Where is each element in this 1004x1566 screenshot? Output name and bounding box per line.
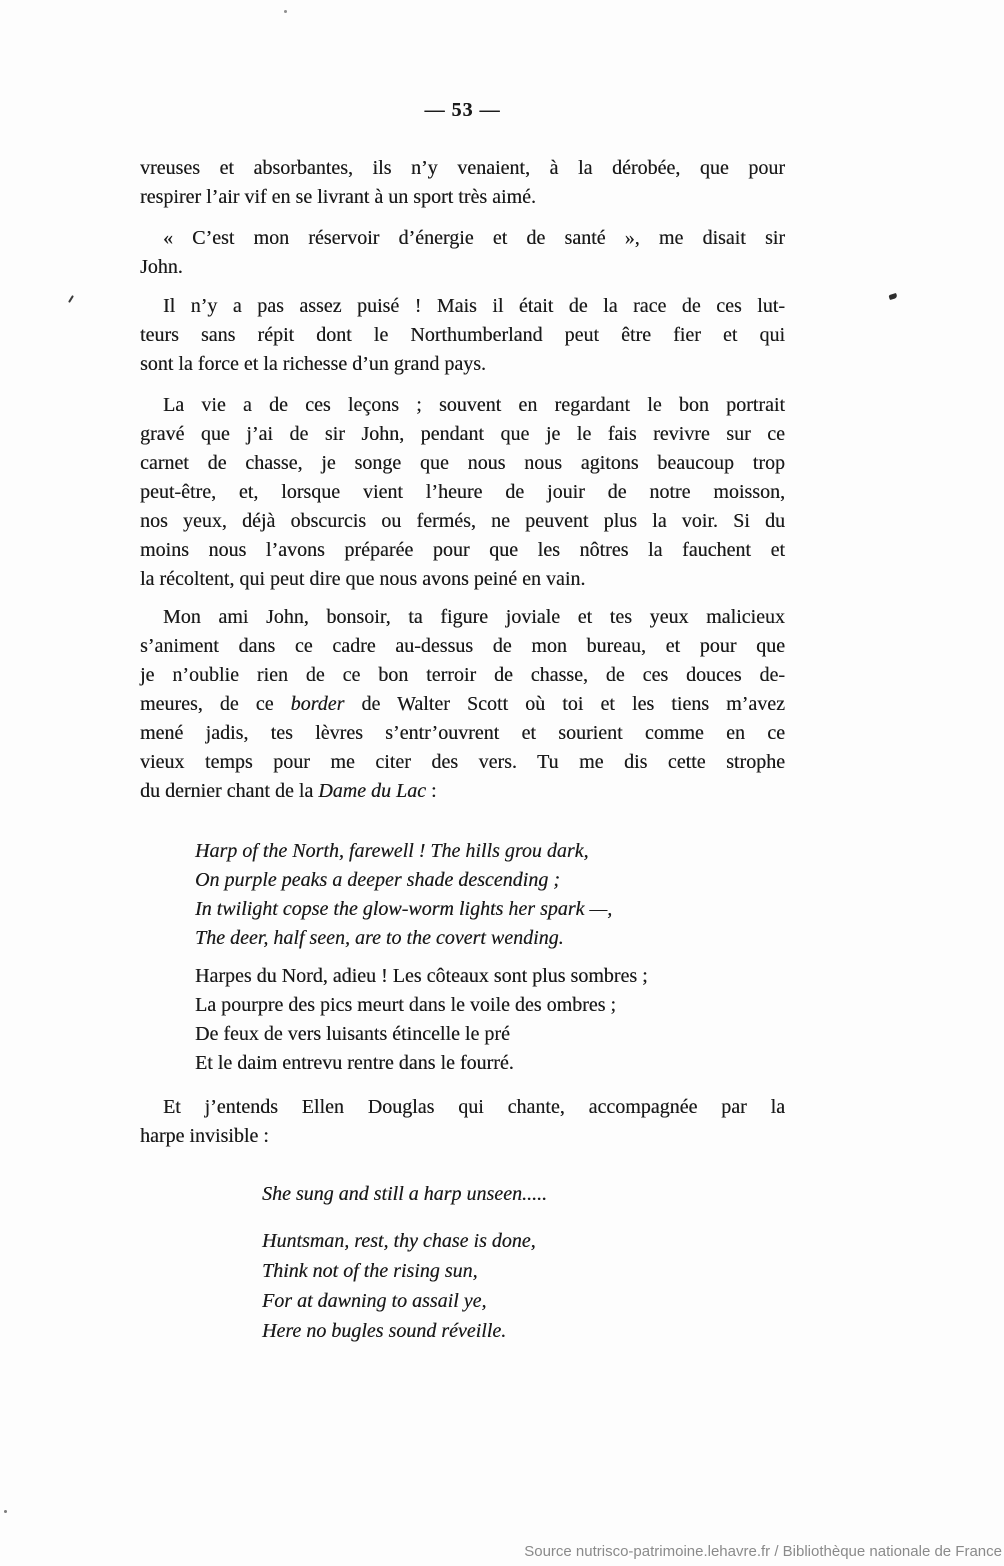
text-line — [140, 507, 785, 536]
text-line — [140, 1122, 785, 1151]
text-segment: vieux temps pour me citer des vers. Tu me dis cette strophe — [140, 751, 785, 773]
text-segment: moins nous l’avons préparée pour que les nôtres la fauchent et — [140, 539, 785, 561]
text-line — [262, 1316, 785, 1346]
text-line — [140, 154, 785, 183]
text-segment: Think not of the rising sun, — [262, 1260, 478, 1282]
verse-french — [195, 962, 785, 1078]
text-column — [140, 0, 785, 1346]
text-segment: sont la force et la richesse d’un grand pays. — [140, 353, 486, 375]
text-line — [195, 866, 785, 895]
paragraph-4 — [140, 391, 785, 594]
scan-tick-artifact — [68, 295, 74, 303]
text-segment: Il n’y a pas assez puisé ! Mais il était de la race de ces lut- — [163, 295, 785, 317]
text-segment: : — [426, 780, 437, 802]
text-segment: Mon ami John, bonsoir, ta figure joviale et tes yeux malicieux — [163, 606, 785, 628]
text-line — [140, 603, 785, 632]
scan-mark-artifact — [888, 293, 897, 300]
text-line — [140, 536, 785, 565]
verse-huntsman — [262, 1226, 785, 1346]
text-segment: la récoltent, qui peut dire que nous avons peiné en vain. — [140, 568, 586, 590]
text-segment: She sung and still a harp unseen..... — [262, 1183, 547, 1205]
page-number: — 53 — — [424, 99, 501, 121]
text-segment: John. — [140, 256, 183, 278]
text-segment: vreuses et absorbantes, ils n’y venaient, à la dérobée, que pour — [140, 157, 785, 179]
text-line — [140, 719, 785, 748]
text-line — [140, 183, 785, 212]
text-segment: « C’est mon réservoir d’énergie et de santé », me disait sir — [163, 227, 785, 249]
text-line — [195, 924, 785, 953]
text-line — [262, 1256, 785, 1286]
paragraph-1 — [140, 154, 785, 212]
text-segment: Harpes du Nord, adieu ! Les côteaux sont plus sombres ; — [195, 965, 648, 987]
text-segment: nos yeux, déjà obscurcis ou fermés, ne peuvent plus la voir. Si du — [140, 510, 785, 532]
text-segment: gravé que j’ai de sir John, pendant que je le fais revivre sur ce — [140, 423, 785, 445]
verse-english — [195, 837, 785, 953]
text-segment: La vie a de ces leçons ; souvent en regardant le bon portrait — [163, 394, 785, 416]
text-segment: peut-être, et, lorsque vient l’heure de jouir de notre moisson, — [140, 481, 785, 503]
text-line — [140, 777, 785, 806]
text-segment: mené jadis, tes lèvres s’entr’ouvrent et sourient comme en ce — [140, 722, 785, 744]
text-line — [195, 895, 785, 924]
text-line — [140, 565, 785, 594]
text-line — [195, 1020, 785, 1049]
text-line — [140, 391, 785, 420]
text-segment: carnet de chasse, je songe que nous nous agitons beaucoup trop — [140, 452, 785, 474]
text-segment: Harp of the North, farewell ! The hills grou dark, — [195, 840, 589, 862]
text-segment: For at dawning to assail ye, — [262, 1290, 487, 1312]
text-segment: meures, de ce — [140, 693, 291, 715]
text-line — [140, 224, 785, 253]
text-line — [262, 1226, 785, 1256]
text-segment: Here no bugles sound réveille. — [262, 1320, 507, 1342]
text-segment: In twilight copse the glow-worm lights her spark —, — [195, 898, 613, 920]
scan-dot-artifact — [4, 1510, 7, 1513]
paragraph-2 — [140, 224, 785, 282]
text-segment: Et j’entends Ellen Douglas qui chante, accompagnée par la — [163, 1096, 785, 1118]
text-segment: de Walter Scott où toi et les tiens m’avez — [344, 693, 785, 715]
text-segment: je n’oublie rien de ce bon terroir de chasse, de ces douces de- — [140, 664, 785, 686]
paragraph-3 — [140, 292, 785, 379]
text-line — [140, 350, 785, 379]
text-segment: The deer, half seen, are to the covert wending. — [195, 927, 564, 949]
text-segment: respirer l’air vif en se livrant à un sport très aimé. — [140, 186, 536, 208]
text-line — [140, 632, 785, 661]
text-line — [140, 690, 785, 719]
text-line — [140, 478, 785, 507]
text-segment: On purple peaks a deeper shade descending ; — [195, 869, 560, 891]
scan-speck-artifact — [284, 10, 287, 13]
text-segment: harpe invisible : — [140, 1125, 269, 1147]
italic-text-segment: border — [290, 693, 345, 715]
text-segment: teurs sans répit dont le Northumberland peut être fier et qui — [140, 324, 785, 346]
italic-text-segment: Dame du Lac — [318, 780, 427, 802]
text-line — [195, 991, 785, 1020]
text-segment: du dernier chant de la — [140, 780, 319, 802]
text-segment: La pourpre des pics meurt dans le voile des ombres ; — [195, 994, 616, 1016]
verse-she-sung — [262, 1179, 785, 1209]
text-segment: De feux de vers luisants étincelle le pré — [195, 1023, 510, 1045]
text-line — [140, 321, 785, 350]
text-line — [195, 962, 785, 991]
text-line — [262, 1286, 785, 1316]
text-line — [195, 1049, 785, 1078]
text-segment: Et le daim entrevu rentre dans le fourré. — [195, 1052, 514, 1074]
page-text — [140, 154, 785, 1346]
text-line — [140, 420, 785, 449]
text-line — [140, 292, 785, 321]
paragraph-6 — [140, 1093, 785, 1151]
paragraph-5 — [140, 603, 785, 806]
text-segment: Huntsman, rest, thy chase is done, — [262, 1230, 536, 1252]
text-line — [140, 253, 785, 282]
text-line — [140, 748, 785, 777]
text-line — [262, 1179, 785, 1209]
source-attribution: Source nutrisco-patrimoine.lehavre.fr / Bibliothèque nationale de France — [524, 1543, 1002, 1560]
text-segment: s’animent dans ce cadre au-dessus de mon bureau, et pour que — [140, 635, 785, 657]
text-line — [140, 661, 785, 690]
text-line — [140, 449, 785, 478]
text-line — [140, 1093, 785, 1122]
text-line — [195, 837, 785, 866]
